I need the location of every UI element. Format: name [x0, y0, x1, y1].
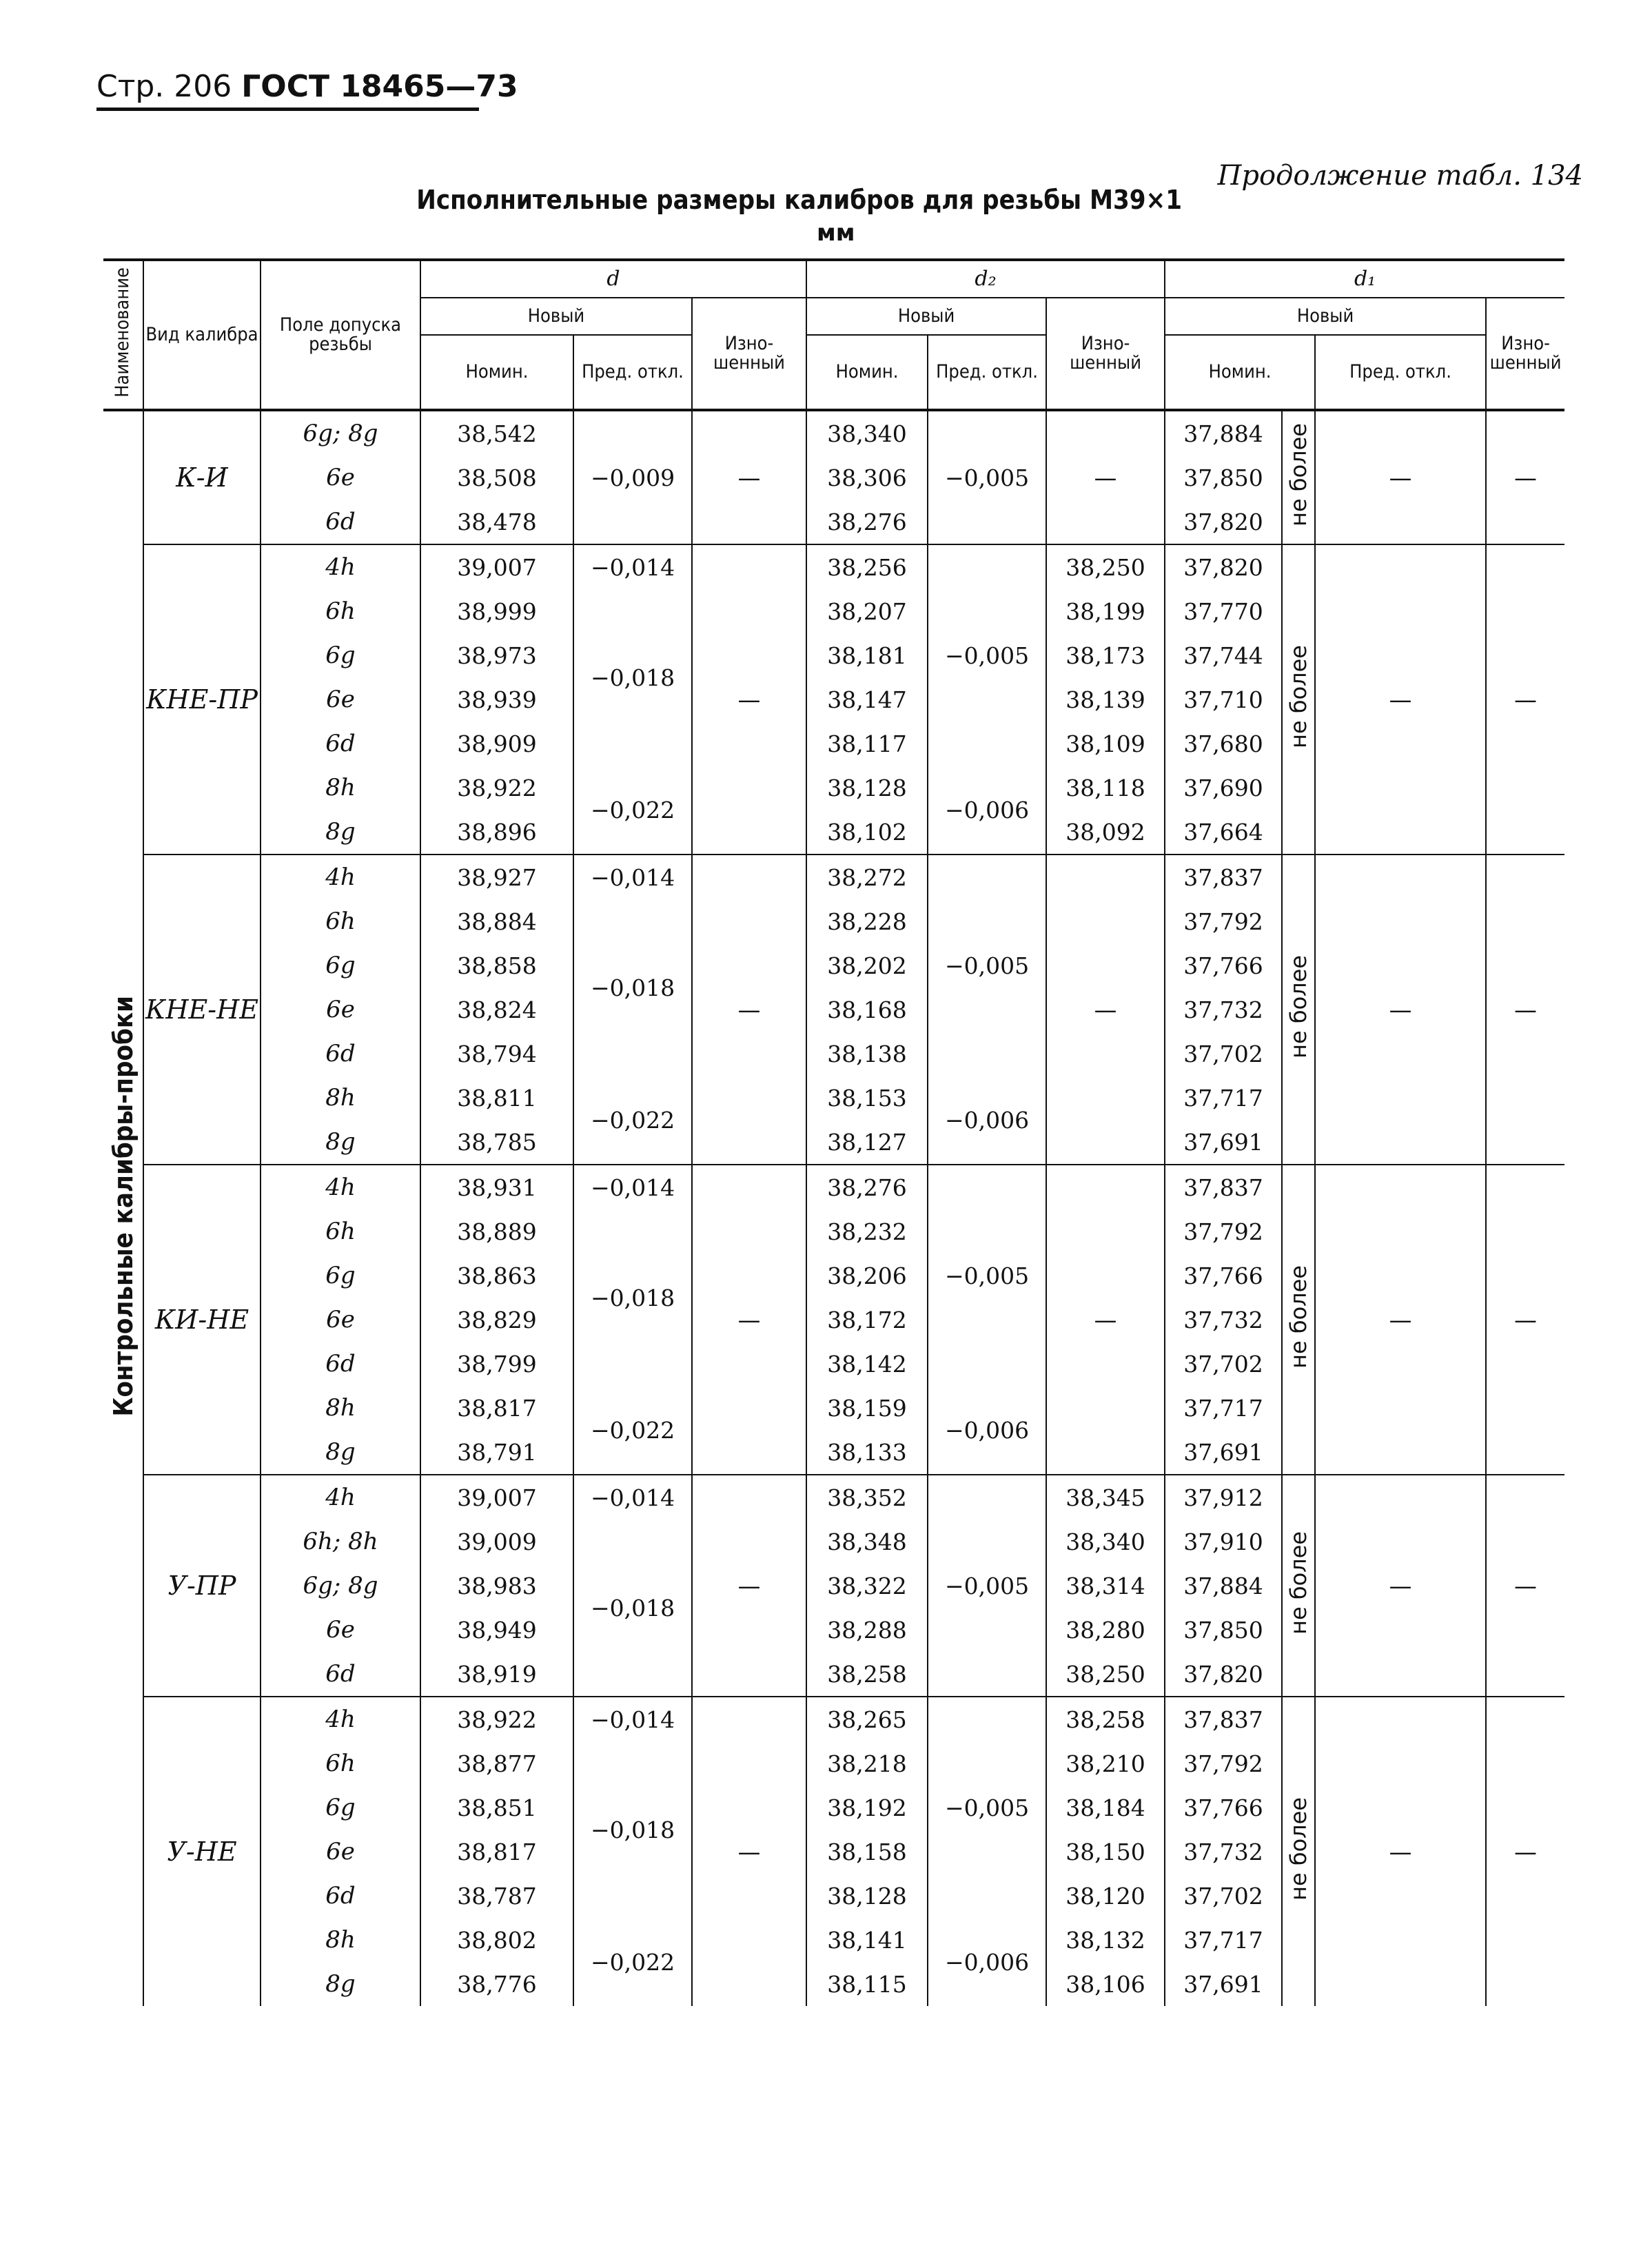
tolerance-cell: 4h	[261, 855, 420, 899]
d1-nominal-cell: 37,837	[1165, 1697, 1282, 1741]
d-deviation-cell: −0,009	[573, 410, 692, 544]
d2-nominal-cell: 38,115	[806, 1962, 928, 2006]
gauge-type-label: КИ-НЕ	[143, 1165, 261, 1475]
standard-code: ГОСТ 18465—73	[241, 69, 518, 104]
d-deviation-cell: −0,014	[573, 1475, 692, 1520]
tolerance-cell: 6e	[261, 456, 420, 500]
d-nominal-cell: 38,922	[420, 766, 573, 810]
tolerance-cell: 6d	[261, 1032, 420, 1076]
d1-nominal-cell: 37,691	[1165, 1430, 1282, 1475]
d2-deviation-cell: −0,005	[928, 410, 1046, 544]
d1-nominal-cell: 37,837	[1165, 1165, 1282, 1209]
page-header	[96, 69, 518, 104]
header-underline	[96, 108, 479, 111]
d1-max-note	[1282, 855, 1315, 1165]
d1-max-note-text: не более	[1285, 955, 1312, 1058]
d2-nominal-cell: 38,159	[806, 1386, 928, 1430]
d1-nominal-cell: 37,710	[1165, 677, 1282, 722]
header-d1-worn: Изно-шенный	[1486, 298, 1564, 410]
gauge-type-label: К-И	[143, 410, 261, 544]
d-nominal-cell: 38,889	[420, 1209, 573, 1254]
d-nominal-cell: 38,939	[420, 677, 573, 722]
d-worn-cell: —	[692, 1165, 806, 1475]
d1-worn-cell: —	[1486, 410, 1564, 544]
d-nominal-cell: 38,791	[420, 1430, 573, 1475]
d1-nominal-cell: 37,792	[1165, 899, 1282, 943]
d-deviation-cell: −0,022	[573, 1918, 692, 2006]
d2-nominal-cell: 38,202	[806, 943, 928, 988]
d2-deviation-cell: −0,006	[928, 766, 1046, 855]
d1-deviation-cell: —	[1315, 1165, 1486, 1475]
tolerance-cell: 6e	[261, 988, 420, 1032]
tolerance-cell: 4h	[261, 1475, 420, 1520]
d-nominal-cell: 38,949	[420, 1608, 573, 1652]
d-nominal-cell: 39,009	[420, 1520, 573, 1564]
d1-worn-cell: —	[1486, 855, 1564, 1165]
header-d2-deviation: Пред. откл.	[928, 335, 1046, 410]
d2-worn-cell: 38,199	[1046, 589, 1165, 633]
d2-worn-cell: —	[1046, 410, 1165, 544]
d2-worn-cell: 38,250	[1046, 544, 1165, 589]
d2-nominal-cell: 38,352	[806, 1475, 928, 1520]
d1-nominal-cell: 37,820	[1165, 544, 1282, 589]
d1-max-note	[1282, 1697, 1315, 2006]
d1-nominal-cell: 37,732	[1165, 1830, 1282, 1874]
d2-nominal-cell: 38,232	[806, 1209, 928, 1254]
d2-nominal-cell: 38,288	[806, 1608, 928, 1652]
table-row	[103, 855, 1564, 899]
d2-worn-cell: 38,314	[1046, 1564, 1165, 1608]
tolerance-cell: 6h; 8h	[261, 1520, 420, 1564]
d2-deviation-cell: −0,005	[928, 1697, 1046, 1918]
tolerance-cell: 6h	[261, 589, 420, 633]
tolerance-cell: 6h	[261, 1209, 420, 1254]
d2-nominal-cell: 38,218	[806, 1741, 928, 1786]
d2-worn-cell: 38,210	[1046, 1741, 1165, 1786]
d1-nominal-cell: 37,884	[1165, 410, 1282, 456]
d1-nominal-cell: 37,702	[1165, 1342, 1282, 1386]
d1-worn-cell: —	[1486, 1475, 1564, 1697]
d-nominal-cell: 38,785	[420, 1120, 573, 1165]
tolerance-cell: 8h	[261, 1386, 420, 1430]
d2-worn-cell: 38,280	[1046, 1608, 1165, 1652]
tolerance-cell: 4h	[261, 1697, 420, 1741]
d2-nominal-cell: 38,207	[806, 589, 928, 633]
d-nominal-cell: 39,007	[420, 544, 573, 589]
d2-nominal-cell: 38,117	[806, 722, 928, 766]
tolerance-cell: 6g	[261, 943, 420, 988]
d-nominal-cell: 38,776	[420, 1962, 573, 2006]
d-nominal-cell: 38,794	[420, 1032, 573, 1076]
header-d1: d₁	[1165, 260, 1564, 298]
d1-nominal-cell: 37,766	[1165, 943, 1282, 988]
d-nominal-cell: 38,851	[420, 1786, 573, 1830]
d-nominal-cell: 38,811	[420, 1076, 573, 1120]
d2-nominal-cell: 38,306	[806, 456, 928, 500]
d2-deviation-cell: −0,006	[928, 1386, 1046, 1475]
tolerance-cell: 6g	[261, 1254, 420, 1298]
d2-worn-cell: 38,150	[1046, 1830, 1165, 1874]
d-nominal-cell: 38,999	[420, 589, 573, 633]
d2-nominal-cell: 38,172	[806, 1298, 928, 1342]
d1-deviation-cell: —	[1315, 855, 1486, 1165]
d2-worn-cell: 38,250	[1046, 1652, 1165, 1697]
d2-nominal-cell: 38,206	[806, 1254, 928, 1298]
d2-worn-cell: 38,258	[1046, 1697, 1165, 1741]
gauge-type-label: У-ПР	[143, 1475, 261, 1697]
tolerance-cell: 8h	[261, 766, 420, 810]
tolerance-cell: 6g; 8g	[261, 1564, 420, 1608]
tolerance-cell: 6g	[261, 1786, 420, 1830]
d-worn-cell: —	[692, 544, 806, 855]
tolerance-cell: 8g	[261, 1430, 420, 1475]
table-row	[103, 410, 1564, 456]
d1-deviation-cell: —	[1315, 1475, 1486, 1697]
d2-nominal-cell: 38,128	[806, 766, 928, 810]
header-d1-deviation: Пред. откл.	[1315, 335, 1486, 410]
header-d2-new: Новый	[806, 298, 1046, 335]
d1-nominal-cell: 37,792	[1165, 1741, 1282, 1786]
d-worn-cell: —	[692, 1475, 806, 1697]
d1-max-note-text: не более	[1285, 645, 1312, 748]
tolerance-cell: 8g	[261, 1962, 420, 2006]
d-nominal-cell: 38,877	[420, 1741, 573, 1786]
d1-nominal-cell: 37,717	[1165, 1386, 1282, 1430]
d1-worn-cell: —	[1486, 1165, 1564, 1475]
d2-nominal-cell: 38,322	[806, 1564, 928, 1608]
d-deviation-cell: −0,014	[573, 1165, 692, 1209]
d2-nominal-cell: 38,340	[806, 410, 928, 456]
d-nominal-cell: 38,858	[420, 943, 573, 988]
tolerance-cell: 6d	[261, 1342, 420, 1386]
d-nominal-cell: 38,802	[420, 1918, 573, 1962]
tolerance-cell: 6g; 8g	[261, 410, 420, 456]
d1-deviation-cell: —	[1315, 544, 1486, 855]
d-nominal-cell: 38,829	[420, 1298, 573, 1342]
d1-nominal-cell: 37,732	[1165, 988, 1282, 1032]
d1-nominal-cell: 37,837	[1165, 855, 1282, 899]
d1-nominal-cell: 37,850	[1165, 1608, 1282, 1652]
tolerance-cell: 6d	[261, 1874, 420, 1918]
table-body	[103, 410, 1564, 2006]
d-deviation-cell: −0,018	[573, 1209, 692, 1386]
d2-nominal-cell: 38,228	[806, 899, 928, 943]
d2-worn-cell: 38,132	[1046, 1918, 1165, 1962]
d-nominal-cell: 38,787	[420, 1874, 573, 1918]
header-d1-new: Новый	[1165, 298, 1486, 335]
d2-nominal-cell: 38,142	[806, 1342, 928, 1386]
d-nominal-cell: 38,817	[420, 1386, 573, 1430]
section-label-text: Контрольные калибры-пробки	[108, 995, 139, 1417]
d1-worn-cell: —	[1486, 1697, 1564, 2006]
d1-nominal-cell: 37,680	[1165, 722, 1282, 766]
d2-nominal-cell: 38,168	[806, 988, 928, 1032]
table-continuation: Продолжение табл. 134	[1217, 160, 1583, 192]
table-row	[103, 544, 1564, 589]
d1-nominal-cell: 37,766	[1165, 1786, 1282, 1830]
header-d-new: Новый	[420, 298, 692, 335]
table-title: Исполнительные размеры калибров для резьбы М39×1	[416, 185, 1182, 215]
tolerance-cell: 6h	[261, 1741, 420, 1786]
d-worn-cell: —	[692, 1697, 806, 2006]
header-d2-worn: Изно-шенный	[1046, 298, 1165, 410]
gauge-type-label: КНЕ-ПР	[143, 544, 261, 855]
d2-nominal-cell: 38,128	[806, 1874, 928, 1918]
d1-nominal-cell: 37,766	[1165, 1254, 1282, 1298]
d2-nominal-cell: 38,138	[806, 1032, 928, 1076]
d-deviation-cell: −0,018	[573, 1520, 692, 1697]
d1-nominal-cell: 37,770	[1165, 589, 1282, 633]
d2-worn-cell: —	[1046, 1165, 1165, 1475]
d2-nominal-cell: 38,147	[806, 677, 928, 722]
d-nominal-cell: 38,824	[420, 988, 573, 1032]
d1-max-note-text: не более	[1285, 1797, 1312, 1901]
d1-nominal-cell: 37,912	[1165, 1475, 1282, 1520]
table-row	[103, 1697, 1564, 1741]
d2-nominal-cell: 38,158	[806, 1830, 928, 1874]
d-deviation-cell: −0,018	[573, 589, 692, 766]
tolerance-cell: 4h	[261, 1165, 420, 1209]
tolerance-cell: 6d	[261, 722, 420, 766]
d-nominal-cell: 38,863	[420, 1254, 573, 1298]
d-deviation-cell: −0,022	[573, 766, 692, 855]
table-row	[103, 1475, 1564, 1520]
d-nominal-cell: 38,799	[420, 1342, 573, 1386]
header-d-nominal: Номин.	[420, 335, 573, 410]
d-nominal-cell: 38,931	[420, 1165, 573, 1209]
d1-max-note	[1282, 1165, 1315, 1475]
d-deviation-cell: −0,022	[573, 1386, 692, 1475]
d-nominal-cell: 38,508	[420, 456, 573, 500]
d-worn-cell: —	[692, 855, 806, 1165]
section-label	[103, 410, 143, 2006]
d-deviation-cell: −0,014	[573, 544, 692, 589]
header-d-deviation: Пред. откл.	[573, 335, 692, 410]
table-row	[103, 1165, 1564, 1209]
d2-nominal-cell: 38,181	[806, 633, 928, 677]
d1-nominal-cell: 37,910	[1165, 1520, 1282, 1564]
d1-worn-cell: —	[1486, 544, 1564, 855]
d2-worn-cell: 38,109	[1046, 722, 1165, 766]
d-nominal-cell: 38,817	[420, 1830, 573, 1874]
header-d2-nominal: Номин.	[806, 335, 928, 410]
d1-max-note	[1282, 410, 1315, 544]
d-worn-cell: —	[692, 410, 806, 544]
tolerance-cell: 8h	[261, 1918, 420, 1962]
tolerance-cell: 8h	[261, 1076, 420, 1120]
d2-deviation-cell: −0,005	[928, 1475, 1046, 1697]
d2-nominal-cell: 38,133	[806, 1430, 928, 1475]
d1-max-note-text: не более	[1285, 1531, 1312, 1635]
d2-nominal-cell: 38,348	[806, 1520, 928, 1564]
d1-nominal-cell: 37,664	[1165, 810, 1282, 855]
d2-worn-cell: 38,345	[1046, 1475, 1165, 1520]
d2-nominal-cell: 38,127	[806, 1120, 928, 1165]
tolerance-cell: 8g	[261, 1120, 420, 1165]
d1-nominal-cell: 37,702	[1165, 1874, 1282, 1918]
d-deviation-cell: −0,022	[573, 1076, 692, 1165]
d1-nominal-cell: 37,702	[1165, 1032, 1282, 1076]
d1-deviation-cell: —	[1315, 410, 1486, 544]
gauge-type-label: КНЕ-НЕ	[143, 855, 261, 1165]
tolerance-cell: 6e	[261, 677, 420, 722]
d2-deviation-cell: −0,005	[928, 544, 1046, 766]
d1-nominal-cell: 37,717	[1165, 1076, 1282, 1120]
d2-nominal-cell: 38,141	[806, 1918, 928, 1962]
d1-nominal-cell: 37,820	[1165, 500, 1282, 544]
d2-nominal-cell: 38,153	[806, 1076, 928, 1120]
d1-nominal-cell: 37,884	[1165, 1564, 1282, 1608]
d-nominal-cell: 39,007	[420, 1475, 573, 1520]
tolerance-cell: 6e	[261, 1298, 420, 1342]
d-nominal-cell: 38,909	[420, 722, 573, 766]
d2-worn-cell: 38,092	[1046, 810, 1165, 855]
d2-worn-cell: 38,118	[1046, 766, 1165, 810]
d-deviation-cell: −0,014	[573, 855, 692, 899]
d-deviation-cell: −0,014	[573, 1697, 692, 1741]
d-deviation-cell: −0,018	[573, 1741, 692, 1918]
d1-nominal-cell: 37,820	[1165, 1652, 1282, 1697]
d2-worn-cell: —	[1046, 855, 1165, 1165]
d2-deviation-cell: −0,005	[928, 855, 1046, 1076]
d2-nominal-cell: 38,102	[806, 810, 928, 855]
tolerance-cell: 6h	[261, 899, 420, 943]
d-nominal-cell: 38,896	[420, 810, 573, 855]
d2-worn-cell: 38,139	[1046, 677, 1165, 722]
d-nominal-cell: 38,922	[420, 1697, 573, 1741]
d-nominal-cell: 38,919	[420, 1652, 573, 1697]
d-nominal-cell: 38,542	[420, 410, 573, 456]
d1-nominal-cell: 37,732	[1165, 1298, 1282, 1342]
d-nominal-cell: 38,973	[420, 633, 573, 677]
d1-nominal-cell: 37,850	[1165, 456, 1282, 500]
d2-nominal-cell: 38,258	[806, 1652, 928, 1697]
gauge-dimensions-table	[103, 258, 1564, 2006]
header-d-worn: Изно-шенный	[692, 298, 806, 410]
table-unit: мм	[817, 219, 855, 247]
d2-worn-cell: 38,173	[1046, 633, 1165, 677]
page-number: Стр. 206	[96, 69, 232, 104]
d1-nominal-cell: 37,744	[1165, 633, 1282, 677]
d1-max-note-text: не более	[1285, 423, 1312, 526]
d2-nominal-cell: 38,276	[806, 1165, 928, 1209]
gauge-type-label: У-НЕ	[143, 1697, 261, 2006]
d2-worn-cell: 38,106	[1046, 1962, 1165, 2006]
d1-max-note	[1282, 544, 1315, 855]
d1-max-note	[1282, 1475, 1315, 1697]
d2-nominal-cell: 38,276	[806, 500, 928, 544]
tolerance-cell: 6d	[261, 1652, 420, 1697]
d2-deviation-cell: −0,005	[928, 1165, 1046, 1386]
d2-nominal-cell: 38,272	[806, 855, 928, 899]
tolerance-cell: 6e	[261, 1830, 420, 1874]
header-d: d	[420, 260, 806, 298]
d-deviation-cell: −0,018	[573, 899, 692, 1076]
d2-worn-cell: 38,340	[1046, 1520, 1165, 1564]
header-gauge-type: Вид калибра	[143, 260, 261, 410]
header-tolerance: Поле допуска резьбы	[261, 260, 420, 410]
d2-nominal-cell: 38,192	[806, 1786, 928, 1830]
d2-nominal-cell: 38,265	[806, 1697, 928, 1741]
tolerance-cell: 6d	[261, 500, 420, 544]
table-header	[103, 260, 1564, 410]
d1-nominal-cell: 37,691	[1165, 1962, 1282, 2006]
d1-nominal-cell: 37,717	[1165, 1918, 1282, 1962]
header-d1-nominal: Номин.	[1165, 335, 1315, 410]
d1-nominal-cell: 37,690	[1165, 766, 1282, 810]
d-nominal-cell: 38,927	[420, 855, 573, 899]
tolerance-cell: 6e	[261, 1608, 420, 1652]
d1-max-note-text: не более	[1285, 1265, 1312, 1369]
d2-deviation-cell: −0,006	[928, 1076, 1046, 1165]
header-name: Наименование	[103, 260, 143, 410]
tolerance-cell: 6g	[261, 633, 420, 677]
d2-deviation-cell: −0,006	[928, 1918, 1046, 2006]
d-nominal-cell: 38,983	[420, 1564, 573, 1608]
d2-nominal-cell: 38,256	[806, 544, 928, 589]
tolerance-cell: 4h	[261, 544, 420, 589]
d-nominal-cell: 38,884	[420, 899, 573, 943]
tolerance-cell: 8g	[261, 810, 420, 855]
d1-nominal-cell: 37,691	[1165, 1120, 1282, 1165]
d1-deviation-cell: —	[1315, 1697, 1486, 2006]
d2-worn-cell: 38,120	[1046, 1874, 1165, 1918]
header-d2: d₂	[806, 260, 1165, 298]
d2-worn-cell: 38,184	[1046, 1786, 1165, 1830]
d1-nominal-cell: 37,792	[1165, 1209, 1282, 1254]
d-nominal-cell: 38,478	[420, 500, 573, 544]
